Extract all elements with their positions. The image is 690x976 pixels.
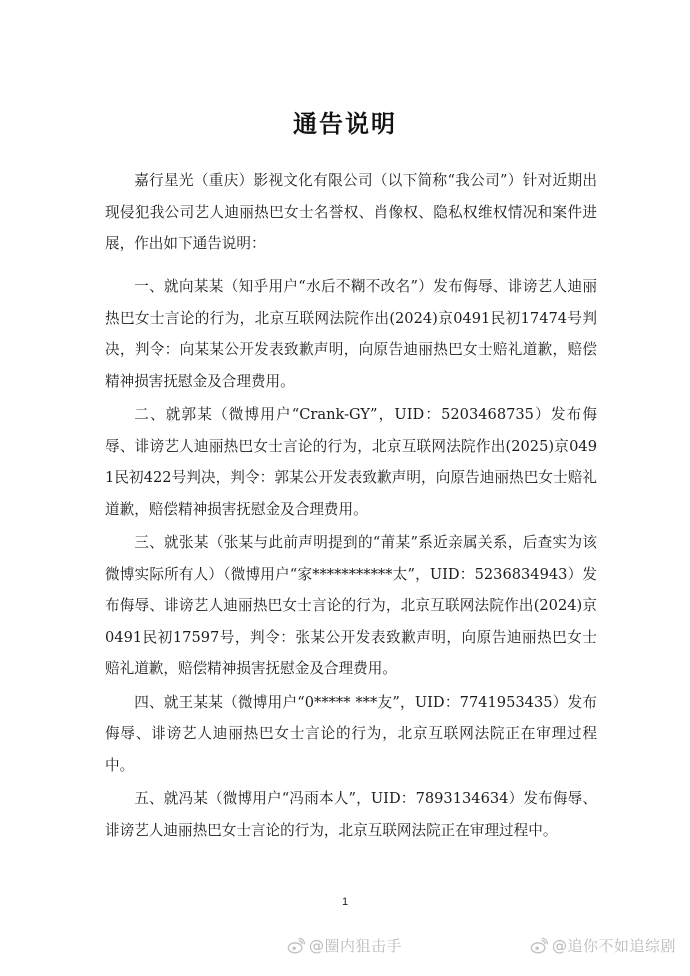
watermark-1	[287, 935, 402, 956]
case-item-1: 一、就向某某（知乎用户“水后不糊不改名”）发布侮辱、诽谤艺人迪丽热巴女士言论的行为，北京互联网法院作出(2024)京0491民初17474号判决，判令：向某某公开发表致歉声明，向原告迪丽热巴女士赔礼道歉，赔偿精神损害抚慰金及合理费用。	[105, 278, 597, 390]
case-item-4: 四、就王某某（微博用户“0***** ***友”，UID：7741953435）发布侮辱、诽谤艺人迪丽热巴女士言论的行为，北京互联网法院正在审理过程中。	[105, 693, 597, 774]
case-item-3: 三、就张某（张某与此前声明提到的“莆某”系近亲属关系，后查实为该微博实际所有人）（微博用户“家***********太”，UID：5236834943）发布侮辱、诽谤艺人迪丽热巴女士言论的行为，北京互联网法院作出(2024)京0491民初17597号，判令：张某公开发表致歉声明，向原告迪丽热巴女士赔礼道歉，赔偿精神损害抚慰金及合理费用。	[105, 534, 597, 677]
watermark-1-text: @圈内狙击手	[309, 937, 403, 955]
weibo-icon	[530, 937, 548, 955]
case-item-5: 五、就冯某（微博用户“冯雨本人”，UID：7893134634）发布侮辱、诽谤艺人迪丽热巴女士言论的行为，北京互联网法院正在审理过程中。	[105, 790, 597, 839]
case-item-2: 二、就郭某（微博用户“Crank-GY”，UID：5203468735）发布侮辱、诽谤艺人迪丽热巴女士言论的行为，北京互联网法院作出(2025)京0491民初422号判决，判令：郭某公开发表致歉声明，向原告迪丽热巴女士赔礼道歉，赔偿精神损害抚慰金及合理费用。	[105, 406, 597, 518]
document-title: 通告说明	[293, 109, 397, 138]
weibo-icon	[287, 937, 305, 955]
watermark-2-text: @追你不如追综剧	[552, 937, 677, 955]
case-list	[105, 271, 597, 848]
intro-paragraph: 嘉行星光（重庆）影视文化有限公司（以下简称“我公司”）针对近期出现侵犯我公司艺人迪丽热巴女士名誉权、肖像权、隐私权维权情况和案件进展，作出如下通告说明：	[105, 172, 597, 252]
intro-section	[105, 165, 597, 260]
page-number: 1	[341, 896, 349, 908]
watermark-2	[530, 935, 676, 956]
